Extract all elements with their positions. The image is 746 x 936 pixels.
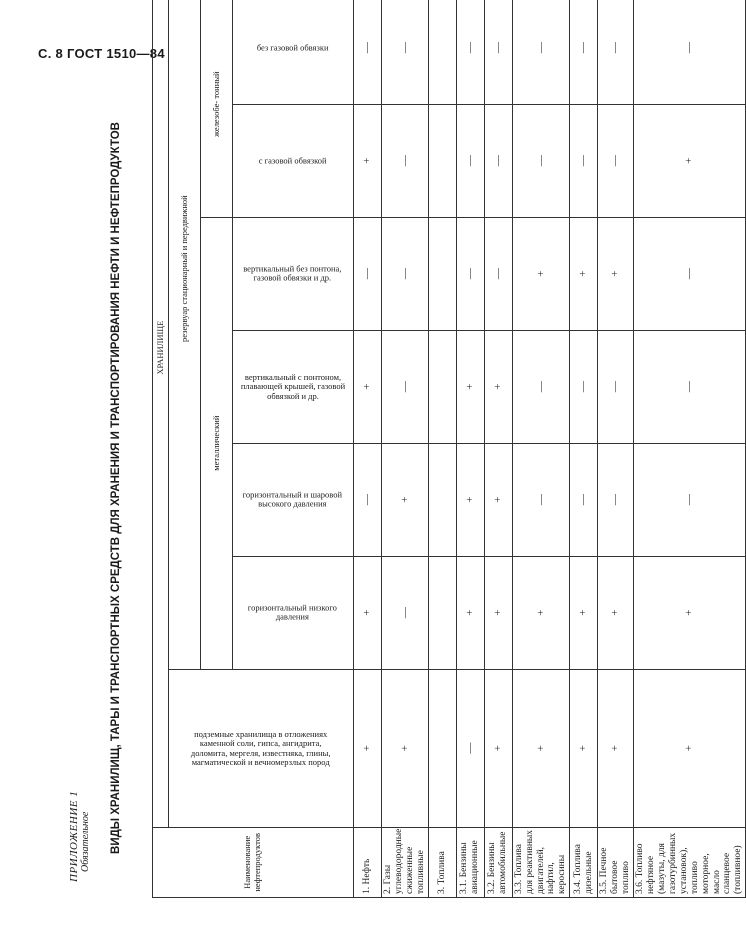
appendix-note — [68, 722, 91, 882]
mark-cell: — — [382, 217, 429, 330]
appendix-status: Обязательное — [80, 811, 91, 872]
mark-cell: — — [634, 443, 746, 556]
mark-cell: — — [634, 217, 746, 330]
mark-cell: — — [512, 330, 570, 443]
mark-cell: + — [354, 104, 382, 217]
mark-cell: — — [598, 330, 634, 443]
header-rail: железобе- тонный — [201, 0, 233, 217]
table-wrapper — [152, 0, 746, 898]
mark-cell: — — [570, 0, 598, 104]
mark-cell: + — [382, 443, 429, 556]
mark-cell: — — [512, 0, 570, 104]
mark-cell: + — [512, 669, 570, 827]
mark-cell: + — [598, 556, 634, 669]
mark-cell: + — [484, 330, 512, 443]
header-col-rail-gas: с газовой обвязкой — [233, 104, 354, 217]
mark-cell: — — [512, 104, 570, 217]
page-header: С. 8 ГОСТ 1510—84 — [38, 46, 165, 61]
mark-cell: — — [456, 669, 484, 827]
mark-cell — [428, 669, 456, 827]
mark-cell: + — [512, 556, 570, 669]
storage-table — [152, 0, 746, 898]
mark-cell: — — [570, 330, 598, 443]
product-name: 3.3. Топлива для реактивных двигателей, нафтил, керосины — [512, 827, 570, 897]
mark-cell: + — [484, 443, 512, 556]
table-row — [570, 0, 598, 898]
header-metal: металлический — [201, 217, 233, 669]
header-col-horiz-low: горизонтальный низкого давления — [233, 556, 354, 669]
mark-cell: + — [634, 104, 746, 217]
mark-cell: + — [634, 556, 746, 669]
mark-cell: — — [456, 0, 484, 104]
header-col-rail-no-gas: без газовой обвязки — [233, 0, 354, 104]
mark-cell: + — [484, 669, 512, 827]
mark-cell: + — [570, 556, 598, 669]
mark-cell: — — [354, 0, 382, 104]
mark-cell: + — [354, 330, 382, 443]
mark-cell: — — [382, 0, 429, 104]
mark-cell — [428, 443, 456, 556]
header-product: Наименование нефтепродуктов — [153, 827, 354, 897]
mark-cell: + — [354, 669, 382, 827]
table-row — [512, 0, 570, 898]
mark-cell: — — [456, 104, 484, 217]
product-name: 3.5. Печное бытовое топливо — [598, 827, 634, 897]
mark-cell: — — [598, 104, 634, 217]
mark-cell: — — [382, 556, 429, 669]
product-name: 3.6. Топливо нефтяное (мазуты, для газотурбинных установок), топливо моторное, масло сланцевое (топливное) — [634, 827, 746, 897]
mark-cell: + — [512, 217, 570, 330]
mark-cell: — — [382, 104, 429, 217]
mark-cell: — — [570, 104, 598, 217]
table-row — [382, 0, 429, 898]
mark-cell — [428, 0, 456, 104]
product-name: 3.2. Бензины автомобильные — [484, 827, 512, 897]
mark-cell: + — [354, 556, 382, 669]
document-title: ВИДЫ ХРАНИЛИЩ, ТАРЫ И ТРАНСПОРТНЫХ СРЕДСТВ ДЛЯ ХРАНЕНИЯ И ТРАНСПОРТИРОВАНИЯ НЕФТИ И НЕФТЕПРОДУКТОВ — [110, 122, 122, 854]
mark-cell: + — [634, 669, 746, 827]
table-row — [428, 0, 456, 898]
mark-cell: — — [354, 443, 382, 556]
mark-cell: — — [354, 217, 382, 330]
mark-cell: — — [484, 217, 512, 330]
mark-cell: — — [598, 443, 634, 556]
mark-cell: — — [598, 0, 634, 104]
mark-cell: + — [456, 443, 484, 556]
table-row — [634, 0, 746, 898]
mark-cell — [428, 217, 456, 330]
mark-cell: — — [570, 443, 598, 556]
header-storage: ХРАНИЛИЩЕ — [153, 0, 169, 827]
mark-cell: + — [570, 669, 598, 827]
mark-cell: + — [484, 556, 512, 669]
mark-cell: + — [598, 669, 634, 827]
mark-cell: + — [598, 217, 634, 330]
mark-cell — [428, 330, 456, 443]
mark-cell: + — [382, 669, 429, 827]
table-row — [598, 0, 634, 898]
product-name: 1. Нефть — [354, 827, 382, 897]
mark-cell: + — [570, 217, 598, 330]
header-col-vert-pontoon: вертикальный с понтоном, плавающей крышей, газовой обвязкой и др. — [233, 330, 354, 443]
appendix-label: ПРИЛОЖЕНИЕ 1 — [68, 790, 80, 882]
product-name: 3.4. Топлива дизельные — [570, 827, 598, 897]
table-row — [484, 0, 512, 898]
mark-cell: + — [456, 556, 484, 669]
header-col-underground: подземные хранилища в отложениях каменной соли, гипса, ангидрита, доломита, мергеля, известняка, глины, магматической и вечномерзлых пород — [169, 669, 354, 827]
header-reservoir: резервуар стационарный и передвижной — [169, 0, 201, 669]
mark-cell: — — [382, 330, 429, 443]
mark-cell: — — [484, 104, 512, 217]
product-name: 3. Топлива — [428, 827, 456, 897]
header-col-vert-no-pontoon: вертикальный без понтона, газовой обвязки и др. — [233, 217, 354, 330]
product-name: 3.1. Бензины авиационные — [456, 827, 484, 897]
mark-cell: + — [456, 330, 484, 443]
mark-cell: — — [634, 0, 746, 104]
table-row — [456, 0, 484, 898]
mark-cell: — — [634, 330, 746, 443]
table-row — [354, 0, 382, 898]
header-col-horiz-high: горизонтальный и шаровой высокого давления — [233, 443, 354, 556]
mark-cell: — — [456, 217, 484, 330]
mark-cell: — — [484, 0, 512, 104]
product-name: 2. Газы углеводородные сжиженные топливные — [382, 827, 429, 897]
mark-cell — [428, 104, 456, 217]
mark-cell: — — [512, 443, 570, 556]
mark-cell — [428, 556, 456, 669]
